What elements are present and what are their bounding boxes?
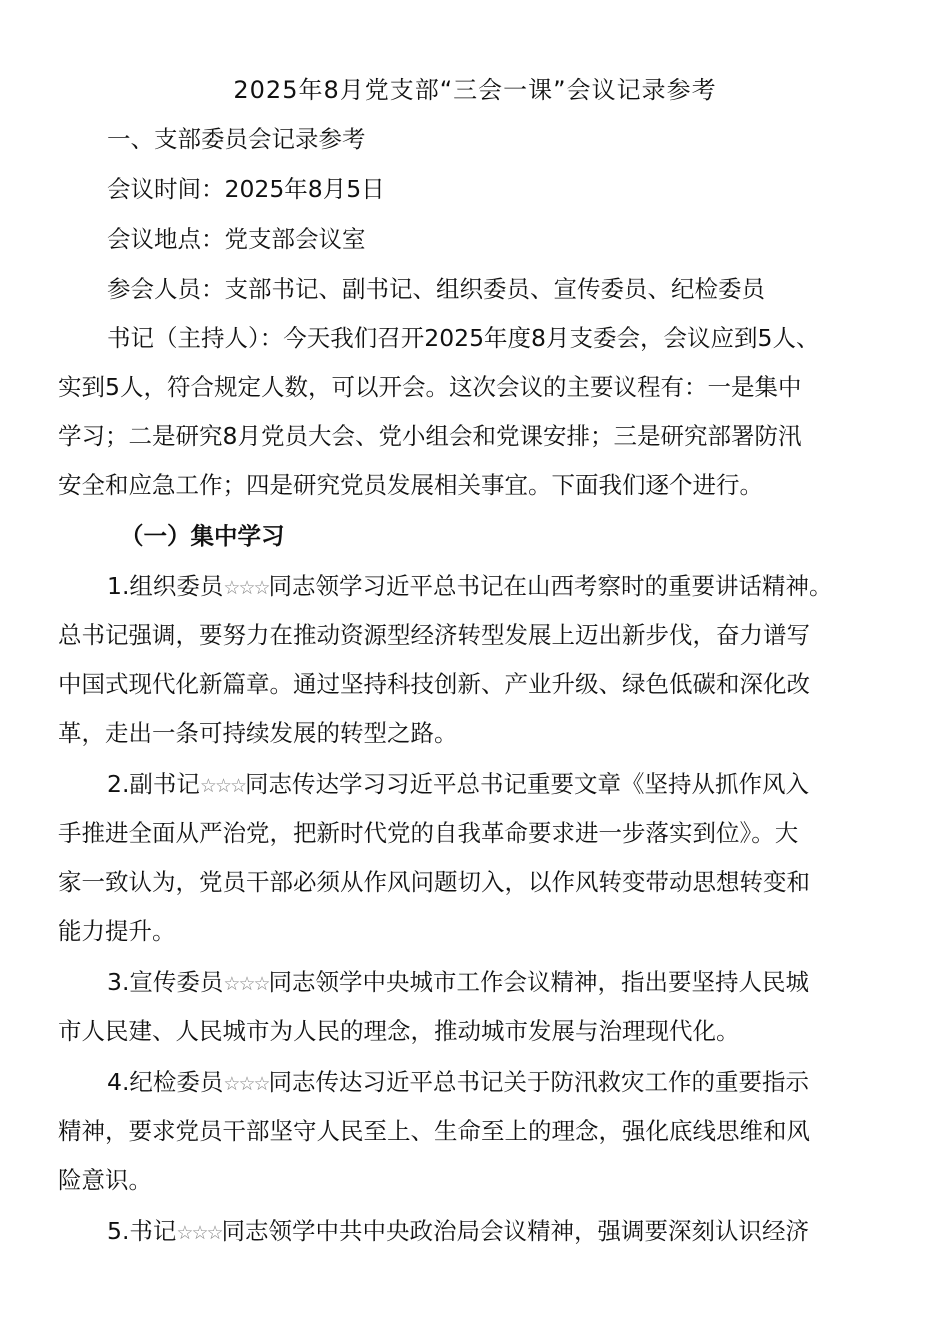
item-3-prefix: 3.宣传委员 [107,968,224,996]
item-1-line-4: 革，走出一条可持续发展的转型之路。 [58,719,458,747]
item-3-rest: 同志领学中央城市工作会议精神，指出要坚持人民城 [268,968,810,996]
opening-line-4: 安全和应急工作；四是研究党员发展相关事宜。下面我们逐个进行。 [58,471,763,499]
opening-line-3: 学习；二是研究8月党员大会、党小组会和党课安排；三是研究部署防汛 [58,422,802,450]
item-3-line-2: 市人民建、人民城市为人民的理念，推动城市发展与治理现代化。 [58,1017,740,1045]
item-5-rest: 同志领学中共中央政治局会议精神，强调要深刻认识经济 [221,1217,810,1245]
redacted-name-stars: ☆☆☆ [223,577,269,599]
item-2-line-4: 能力提升。 [58,917,176,945]
item-4-prefix: 4.纪检委员 [107,1068,224,1096]
item-1-rest: 同志领学习近平总书记在山西考察时的重要讲话精神。 [268,572,833,600]
item-2-rest: 同志传达学习习近平总书记重要文章《坚持从抓作风入 [245,770,810,798]
item-2-line-1 [107,766,809,804]
item-3-line-1 [107,964,809,1002]
item-4-rest: 同志传达习近平总书记关于防汛救灾工作的重要指示 [268,1068,810,1096]
item-1-line-2: 总书记强调，要努力在推动资源型经济转型发展上迈出新步伐，奋力谱写 [58,621,810,649]
meeting-time: 会议时间：2025年8月5日 [107,175,385,203]
item-1-line-3: 中国式现代化新篇章。通过坚持科技创新、产业升级、绿色低碳和深化改 [58,670,810,698]
redacted-name-stars: ☆☆☆ [199,775,246,797]
item-2-line-3: 家一致认为，党员干部必须从作风问题切入，以作风转变带动思想转变和 [58,868,810,896]
item-2-prefix: 2.副书记 [107,770,200,798]
opening-line-2: 实到5人，符合规定人数，可以开会。这次会议的主要议程有：一是集中 [58,373,802,401]
item-2-line-2: 手推进全面从严治党，把新时代党的自我革命要求进一步落实到位》。大 [58,819,799,847]
meeting-attendees: 参会人员：支部书记、副书记、组织委员、宣传委员、纪检委员 [107,275,765,303]
item-4-line-3: 险意识。 [58,1166,152,1194]
document-title: 2025年8月党支部“三会一课”会议记录参考 [233,76,717,104]
redacted-name-stars: ☆☆☆ [223,973,269,995]
redacted-name-stars: ☆☆☆ [176,1222,222,1244]
item-5-prefix: 5.书记 [107,1217,177,1245]
meeting-place: 会议地点：党支部会议室 [107,225,366,253]
redacted-name-stars: ☆☆☆ [223,1073,269,1095]
item-1-prefix: 1.组织委员 [107,572,224,600]
item-4-line-1 [107,1064,809,1102]
subheading-study: （一）集中学习 [120,522,285,550]
opening-line-1: 书记（主持人）：今天我们召开2025年度8月支委会，会议应到5人、 [107,324,820,352]
section-heading: 一、支部委员会记录参考 [107,125,366,153]
item-4-line-2: 精神，要求党员干部坚守人民至上、生命至上的理念，强化底线思维和风 [58,1117,810,1145]
item-5-line-1 [107,1213,809,1251]
item-1-line-1 [107,568,833,606]
